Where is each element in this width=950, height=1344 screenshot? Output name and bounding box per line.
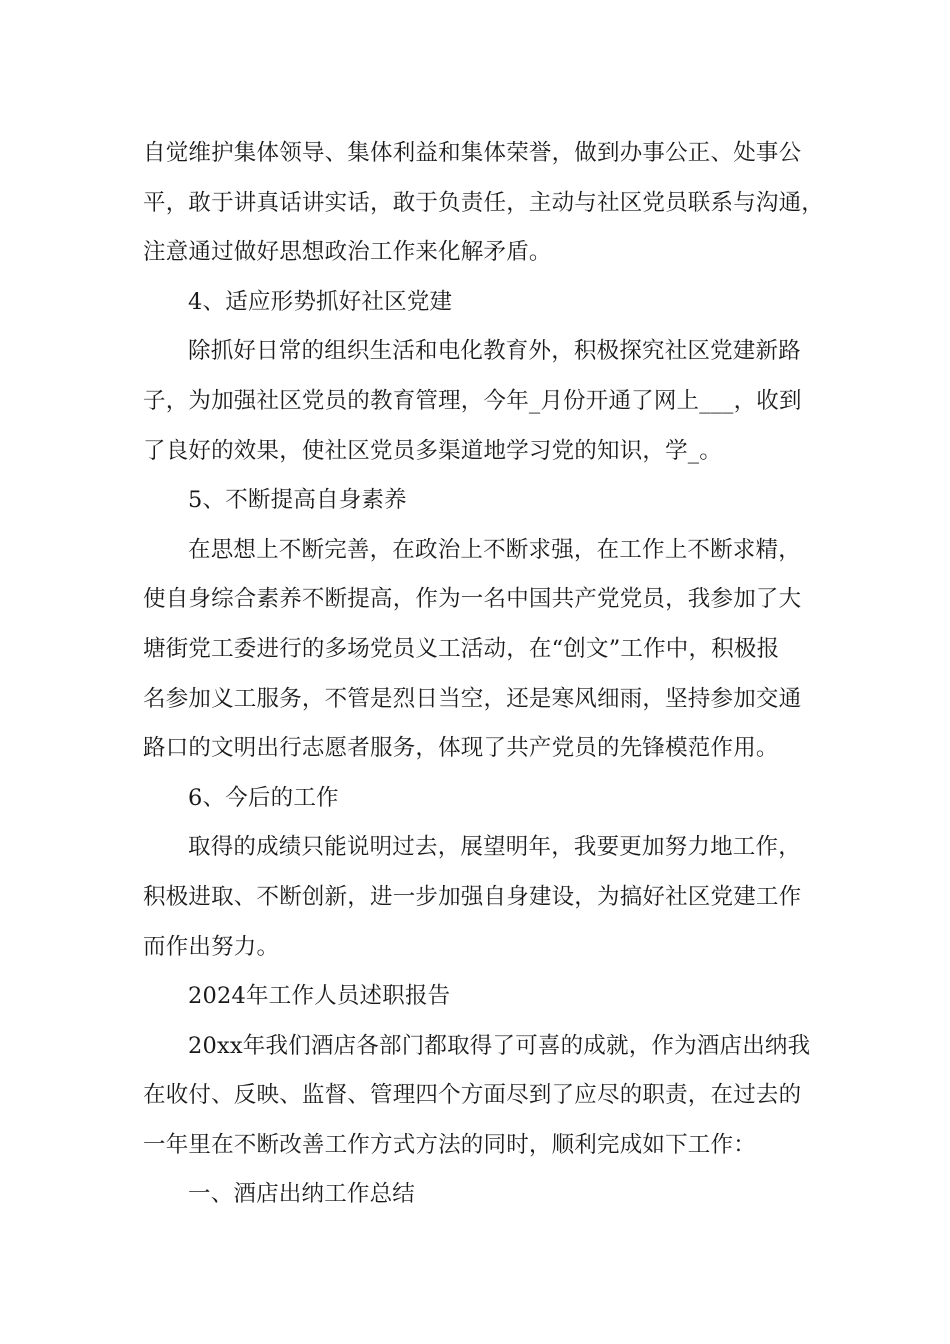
paragraph-line: 一年里在不断改善工作方式方法的同时，顺利完成如下工作： <box>143 1131 756 1158</box>
paragraph-line: 在收付、反映、监督、管理四个方面尽到了应尽的职责，在过去的 <box>143 1082 802 1109</box>
paragraph-line: 除抓好日常的组织生活和电化教育外，积极探究社区党建新路 <box>188 338 801 365</box>
paragraph-line: 积极进取、不断创新，进一步加强自身建设，为搞好社区党建工作 <box>143 883 802 910</box>
paragraph-line: 注意通过做好思想政治工作来化解矛盾。 <box>143 239 552 266</box>
section-heading: 6、今后的工作 <box>188 784 339 811</box>
section-heading: 5、不断提高自身素养 <box>188 487 407 514</box>
paragraph-line: 20xx年我们酒店各部门都取得了可喜的成就，作为酒店出纳我 <box>188 1032 811 1059</box>
section-heading: 4、适应形势抓好社区党建 <box>188 288 453 315</box>
document-body <box>143 129 825 1220</box>
paragraph-line: 路口的文明出行志愿者服务，体现了共产党员的先锋模范作用。 <box>143 735 779 762</box>
paragraph-line: 子，为加强社区党员的教育管理，今年_月份开通了网上___，收到 <box>143 387 802 414</box>
paragraph-line: 使自身综合素养不断提高，作为一名中国共产党党员，我参加了大 <box>143 586 802 613</box>
paragraph-line: 塘街党工委进行的多场党员义工活动，在“创文”工作中，积极报 <box>143 635 780 662</box>
paragraph-line: 在思想上不断完善，在政治上不断求强，在工作上不断求精， <box>188 536 801 563</box>
report-title: 2024年工作人员述职报告 <box>188 983 451 1010</box>
paragraph-line: 了良好的效果，使社区党员多渠道地学习党的知识，学_。 <box>143 437 722 464</box>
paragraph-line: 自觉维护集体领导、集体利益和集体荣誉，做到办事公正、处事公 <box>143 140 802 166</box>
paragraph-line: 名参加义工服务，不管是烈日当空，还是寒风细雨，坚持参加交通 <box>143 685 802 712</box>
section-heading: 一、酒店出纳工作总结 <box>188 1181 416 1208</box>
paragraph-line: 平，敢于讲真话讲实话，敢于负责任，主动与社区党员联系与沟通， <box>143 189 825 216</box>
paragraph-line: 而作出努力。 <box>143 933 280 960</box>
paragraph-line: 取得的成绩只能说明过去，展望明年，我要更加努力地工作， <box>188 834 801 861</box>
